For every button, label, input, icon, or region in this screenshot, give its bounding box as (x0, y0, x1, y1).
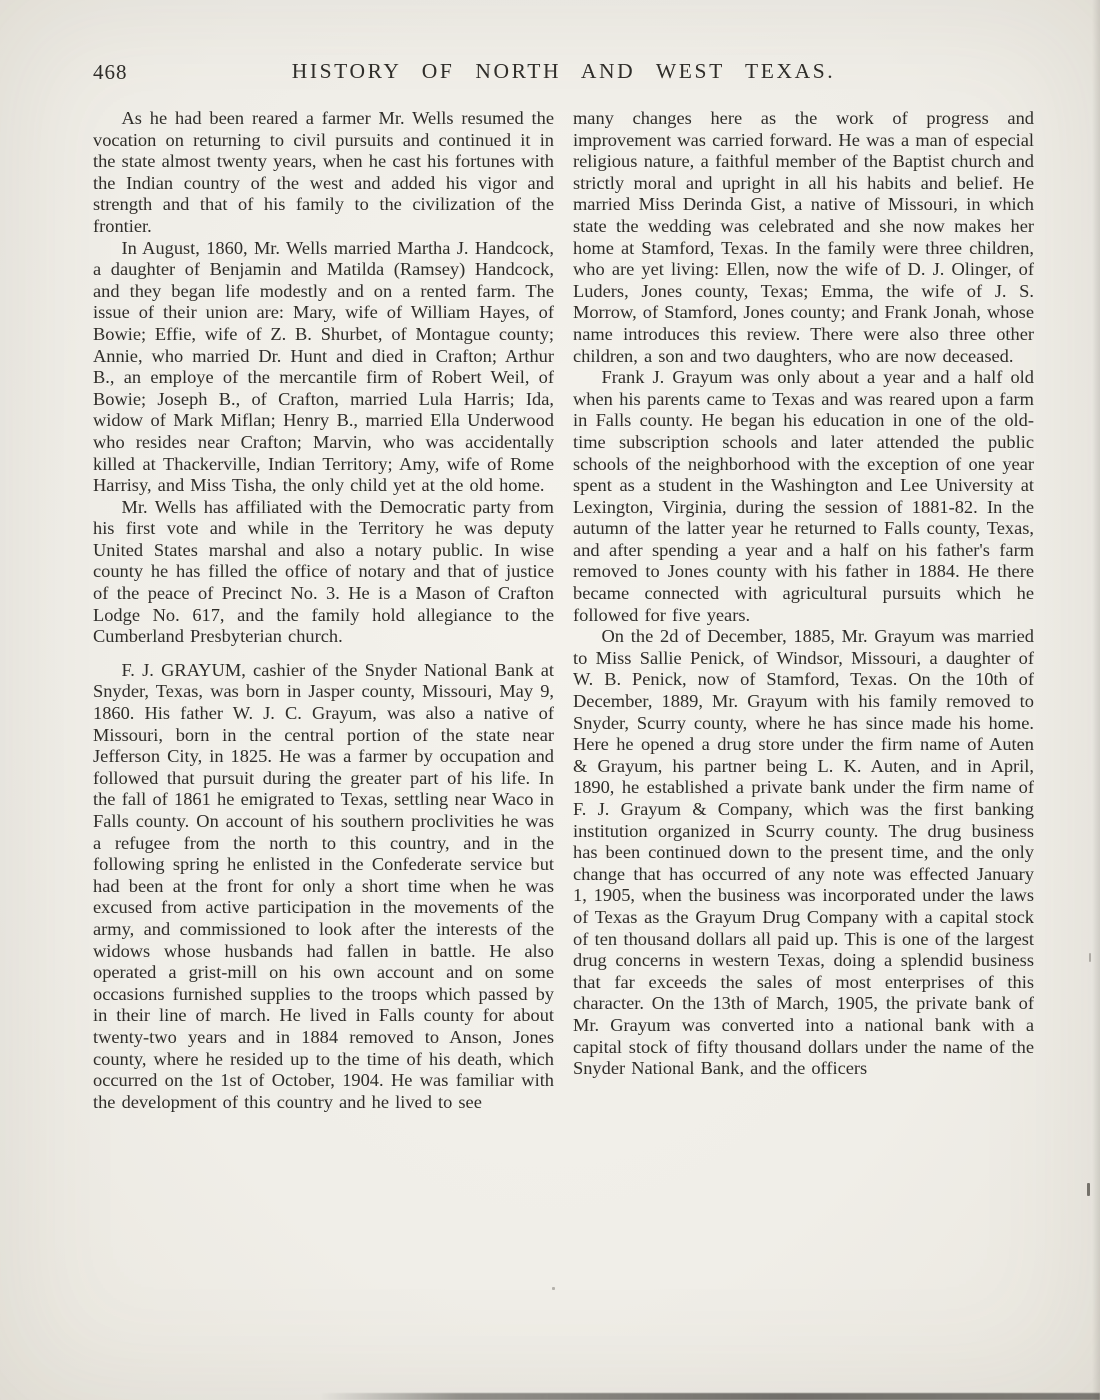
page-title: HISTORY OF NORTH AND WEST TEXAS. (291, 59, 836, 83)
scan-speck (1089, 953, 1091, 962)
paragraph-wells-marriage: In August, 1860, Mr. Wells married Martha J. Handcock, a daughter of Benjamin and Matilda (Ramsey) Handcock, and they began life modestly and on a rented farm. The issue of their union are: Mary, wife of William Hayes, of Bowie; Effie, wife of Z. B. Shurbet, of Montague county; Annie, who married Dr. Hunt and died in Crafton; Arthur B., an employe of the mercantile firm of Robert Weil, of Bowie; Joseph B., of Crafton, married Lula Harris; Ida, widow of Mark Miflan; Henry B., married Ella Underwood who resides near Crafton; Marvin, who was accidentally killed at Thackerville, Indian Territory; Amy, wife of Rome Harrisy, and Miss Tisha, the only child yet at the old home. (93, 237, 554, 496)
text-block (0, 94, 1100, 1113)
paragraph-wells-farming: As he had been reared a farmer Mr. Wells resumed the vocation on returning to civil pursuits and continued it in the state almost twenty years, when he cast his fortunes with the Indian country of the west and added his vigor and strength and that of his family to the civilization of the frontier. (93, 108, 554, 236)
paragraph-grayum-biography-start: F. J. GRAYUM, cashier of the Snyder National Bank at Snyder, Texas, was born in Jasper county, Missouri, May 9, 1860. His father W. J. C. Grayum, was also a native of Missouri, born in the central portion of the state near Jefferson City, in 1825. He was a farmer by occupation and followed that pursuit during the greater part of his life. In the fall of 1861 he emigrated to Texas, settling near Waco in Falls county. On account of his southern proclivities he was a refugee from the north to this country, and in the following spring he enlisted in the Confederate service but had been at the front for only a short time when he was excused from active participation in the movements of the army, and commissioned to look after the interests of the widows whose husbands had fallen in battle. He also operated a grist-mill on his own account and on some occasions furnished supplies to the troops which passed by in their line of march. He lived in Falls county for about twenty-two years and in 1884 removed to Anson, Jones county, where he resided up to the time of his death, which occurred on the 1st of October, 1904. He was familiar with the development of this country and he lived to see (93, 659, 554, 1112)
scan-artifact-bottom-edge (320, 1393, 1100, 1400)
paragraph-grayum-father-continued: many changes here as the work of progress and improvement was carried forward. He was a man of especial religious nature, a faithful member of the Baptist church and strictly moral and upright in all his habits and belief. He married Miss Derinda Gist, a native of Missouri, in which state the wedding was celebrated and she now makes her home at Stamford, Texas. In the family were three children, who are yet living: Ellen, now the wife of D. J. Olinger, of Luders, Jones county, Texas; Emma, the wife of J. S. Morrow, of Stamford, Jones county; and Frank Jonah, whose name introduces this review. There were also three other children, a son and two daughters, who are now deceased. (573, 108, 1034, 366)
right-column (573, 108, 1034, 1113)
page-number: 468 (93, 60, 128, 84)
scan-speck (1087, 1183, 1090, 1196)
paragraph-grayum-business: On the 2d of December, 1885, Mr. Grayum was married to Miss Sallie Penick, of Windsor, Missouri, a daughter of W. B. Penick, now of Stamford, Texas. On the 10th of December, 1889, Mr. Grayum with his family removed to Snyder, Scurry county, where he has since made his home. Here he opened a drug store under the firm name of Auten & Grayum, his partner being L. K. Auten, and in April, 1890, he established a private bank under the firm name of F. J. Grayum & Company, which was the first banking institution organized in Scurry county. The drug business has been continued down to the present time, and the only change that has occurred of any note was effected January 1, 1905, when the business was incorporated under the laws of Texas as the Grayum Drug Company with a capital stock of ten thousand dollars all paid up. This is one of the largest drug concerns in western Texas, doing a splendid business that far exceeds the sales of most enterprises of this character. On the 13th of March, 1905, the private bank of Mr. Grayum was converted into a national bank with a capital stock of fifty thousand dollars under the name of the Snyder National Bank, and the officers (573, 626, 1034, 1079)
paragraph-frank-grayum-education: Frank J. Grayum was only about a year and a half old when his parents came to Texas and was reared upon a farm in Falls county. He began his education in one of the old-time subscription schools and later attended the public schools of the neighborhood with the exception of one year spent as a student in the Washington and Lee University at Lexington, Virginia, during the session of 1881-82. In the autumn of the latter year he returned to Falls county, Texas, and after spending a year and a half on his father's farm removed to Jones county with his father in 1884. He there became connected with agricultural pursuits which he followed for five years. (573, 367, 1034, 625)
scan-speck (552, 1287, 555, 1290)
paragraph-wells-politics: Mr. Wells has affiliated with the Democratic party from his first vote and while in the Territory he was deputy United States marshal and also a notary public. In wise county he has filled the office of notary and that of justice of the peace of Precinct No. 3. He is a Mason of Crafton Lodge No. 617, and the family hold allegiance to the Cumberland Presbyterian church. (93, 496, 554, 647)
scan-artifact-right-edge (1092, 0, 1100, 1400)
left-column (93, 108, 554, 1113)
running-head (0, 0, 1100, 94)
